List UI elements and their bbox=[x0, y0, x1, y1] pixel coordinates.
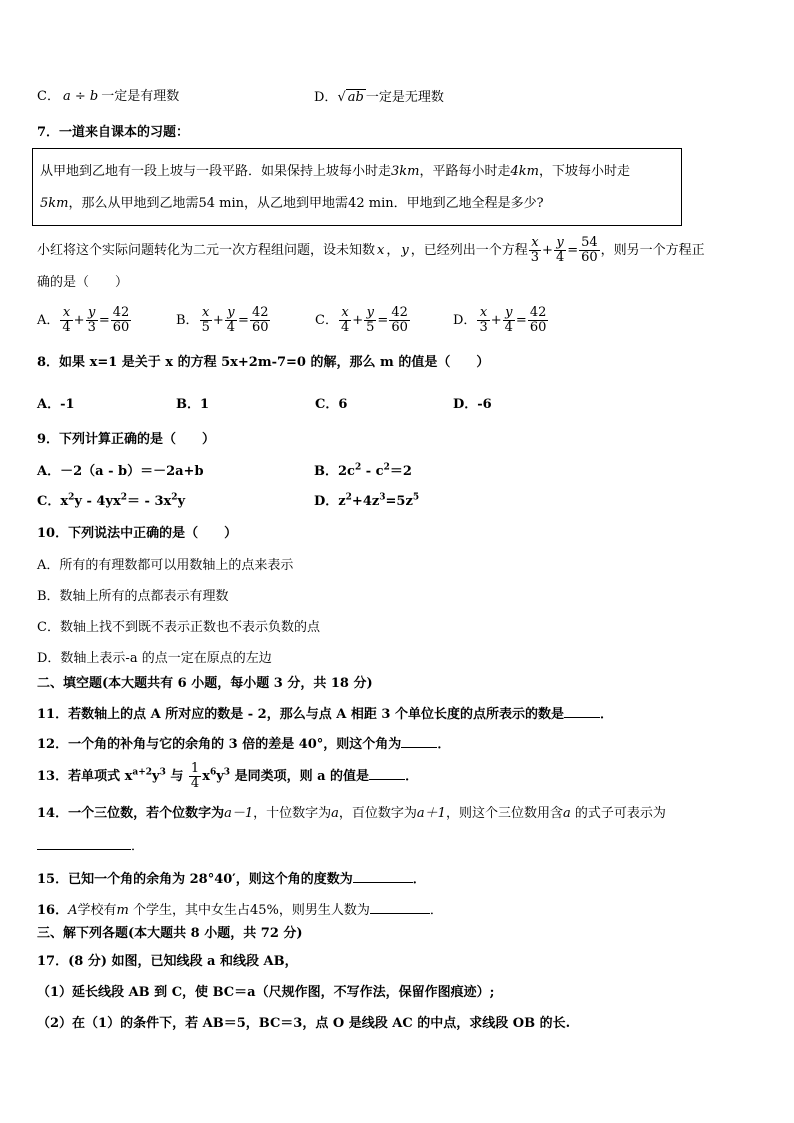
q9-option-a: A．－2（a - b）＝－2a+b bbox=[37, 464, 204, 479]
section-2-heading: 二、填空题(本大题共有 6 小题，每小题 3 分，共 18 分) bbox=[37, 676, 373, 691]
q12: 12．一个角的补角与它的余角的 3 倍的差是 40°，则这个角为 ． bbox=[37, 737, 451, 752]
q17-part-1: （1）延长线段 AB 到 C，使 BC＝a（尺规作图，不写作法，保留作图痕迹）; bbox=[37, 985, 495, 1000]
q7-box-line-1: 从甲地到乙地有一段上坡与一段平路．如果保持上坡每小时走3km，平路每小时走4km，下坡每小时走 bbox=[40, 164, 631, 179]
q8-option-b: B．1 bbox=[176, 397, 210, 412]
sqrt-symbol: √ bbox=[337, 90, 346, 105]
q7-box-line-2: 5km，那么从甲地到乙地需54 min，从乙地到甲地需42 min．甲地到乙地全程是多少? bbox=[40, 196, 544, 211]
q8-stem: 8．如果 x=1 是关于 x 的方程 5x+2m-7=0 的解，那么 m 的值是（ ） bbox=[37, 355, 490, 370]
q13-fraction: $\frac{1}{4}$ bbox=[190, 761, 200, 791]
q17-stem: 17．(8 分) 如图，已知线段 a 和线段 AB， bbox=[37, 954, 298, 969]
q8-option-c: C．6 bbox=[315, 397, 348, 412]
q10-option-c: C．数轴上找不到既不表示正数也不表示负数的点 bbox=[37, 620, 320, 635]
q7-text-line-1: 小红将这个实际问题转化为二元一次方程组问题，设未知数 x ， y ，已经列出一个方程 $\frac{x}{3}$ + $\frac{y}{4}$ = $\frac{54}{60}$ ，则另一个方程正 bbox=[37, 235, 705, 265]
section-3-heading: 三、解下列各题(本大题共 8 小题，共 72 分) bbox=[37, 926, 303, 941]
q14-answer-line: ． bbox=[37, 837, 144, 855]
q9-option-b: B．$2c^2 - c^2=2$ bbox=[314, 462, 412, 479]
q11: 11．若数轴上的点 A 所对应的数是 - 2，那么与点 A 相距 3 个单位长度的点所表示的数是 ． bbox=[37, 707, 613, 722]
q10-option-b: B．数轴上所有的点都表示有理数 bbox=[37, 589, 229, 604]
q10-option-a: A．所有的有理数都可以用数轴上的点来表示 bbox=[37, 558, 294, 573]
q10-option-d: D．数轴上表示-a 的点一定在原点的左边 bbox=[37, 651, 272, 666]
q14-answer-blank[interactable] bbox=[37, 837, 131, 850]
q9-option-c: C．$x^2y - 4yx^2= - 3x^2y$ bbox=[37, 492, 186, 509]
q14: 14．一个三位数，若个位数字为a－1，十位数字为a，百位数字为a＋1，则这个三位数用含a 的式子可表示为 bbox=[37, 806, 666, 821]
q9-option-d: D．$z^2+4z^3=5z^5$ bbox=[314, 492, 420, 509]
q6-option-c: C． a ÷ b 一定是有理数 bbox=[37, 89, 180, 104]
q16-answer-blank[interactable] bbox=[370, 901, 430, 914]
q12-answer-blank[interactable] bbox=[401, 735, 437, 748]
q7-option-a: A． $\frac{x}{4}$ + $\frac{y}{3}$ = $\frac{42}{60}$ bbox=[37, 305, 130, 335]
q7-problem-box bbox=[32, 148, 682, 226]
q15: 15．已知一个角的余角为 28°40′，则这个角的度数为 ． bbox=[37, 872, 426, 887]
q15-answer-blank[interactable] bbox=[353, 870, 413, 883]
q9-stem: 9．下列计算正确的是（ ） bbox=[37, 432, 216, 447]
q7-given-frac-2: $\frac{y}{4}$ bbox=[555, 235, 565, 265]
q7-text-line-2: 确的是（ ） bbox=[37, 275, 129, 290]
q7-stem: 7．一道来自课本的习题： bbox=[37, 125, 190, 140]
q8-option-d: D．-6 bbox=[453, 397, 492, 412]
q7-option-b: B． $\frac{x}{5}$ + $\frac{y}{4}$ = $\frac{42}{60}$ bbox=[176, 305, 269, 335]
q7-given-frac-1: $\frac{x}{3}$ bbox=[530, 235, 540, 265]
q8-option-a: A．-1 bbox=[37, 397, 75, 412]
q13: 13．若单项式 $x^{a+2}y^3$ 与 $\frac{1}{4}$ $x^6y^3$ 是同类项，则 a 的值是 ． bbox=[37, 761, 419, 791]
q10-stem: 10．下列说法中正确的是（ ） bbox=[37, 526, 238, 541]
q7-given-frac-3: $\frac{54}{60}$ bbox=[581, 235, 598, 265]
q6-option-d: D．√ ab 一定是无理数 bbox=[314, 90, 444, 105]
q16: 16．A学校有m 个学生，其中女生占45%，则男生人数为 ． bbox=[37, 903, 443, 918]
q11-answer-blank[interactable] bbox=[564, 705, 600, 718]
q17-part-2: （2）在（1）的条件下，若 AB＝5，BC＝3，点 O 是线段 AC 的中点，求线段 OB 的长. bbox=[37, 1016, 571, 1031]
q7-option-c: C． $\frac{x}{4}$ + $\frac{y}{5}$ = $\frac{42}{60}$ bbox=[315, 305, 408, 335]
q13-answer-blank[interactable] bbox=[369, 767, 405, 780]
q7-option-d: D． $\frac{x}{3}$ + $\frac{y}{4}$ = $\frac{42}{60}$ bbox=[453, 305, 547, 335]
